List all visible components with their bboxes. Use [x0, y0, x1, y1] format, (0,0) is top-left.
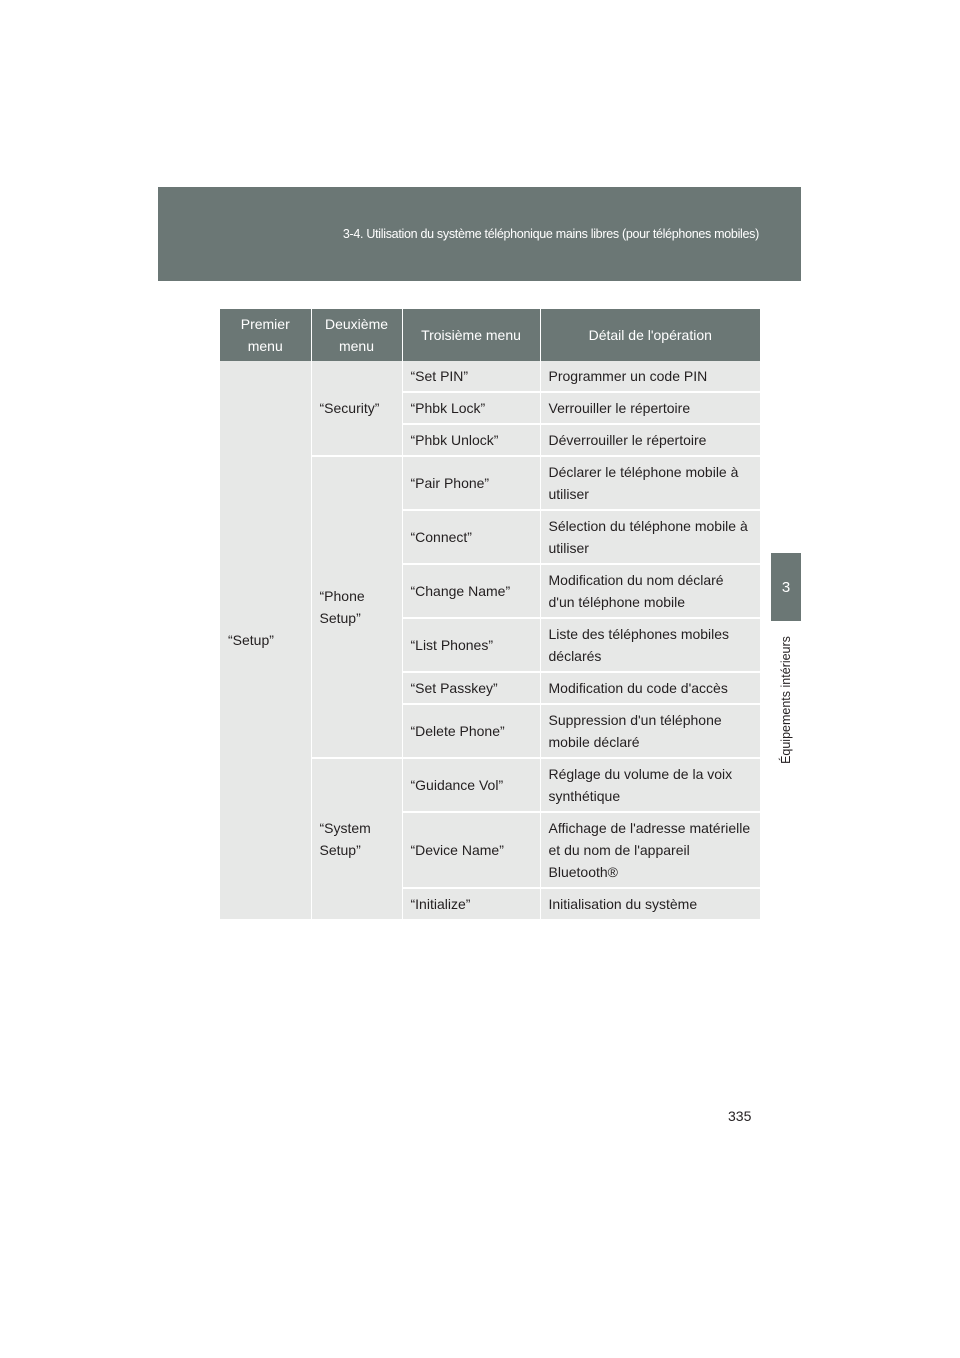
third-menu-cell: “Phbk Unlock”	[402, 424, 540, 456]
second-menu-cell: “Phone Setup”	[311, 456, 402, 758]
operation-detail-cell: Liste des téléphones mobiles déclarés	[540, 618, 760, 672]
operation-detail-cell: Modification du code d'accès	[540, 672, 760, 704]
operation-detail-cell: Verrouiller le répertoire	[540, 392, 760, 424]
first-menu-cell: “Setup”	[220, 361, 311, 920]
menu-table	[220, 309, 760, 921]
third-menu-cell: “Set PIN”	[402, 361, 540, 392]
third-menu-cell: “Guidance Vol”	[402, 758, 540, 812]
third-menu-cell: “Set Passkey”	[402, 672, 540, 704]
third-menu-cell: “Delete Phone”	[402, 704, 540, 758]
page-number: 335	[728, 1108, 752, 1124]
chapter-tab: 3	[771, 553, 801, 621]
operation-detail-cell: Modification du nom déclaré d'un téléphone mobile	[540, 564, 760, 618]
third-menu-cell: “Change Name”	[402, 564, 540, 618]
third-menu-cell: “Initialize”	[402, 888, 540, 920]
third-menu-cell: “List Phones”	[402, 618, 540, 672]
operation-detail-cell: Déclarer le téléphone mobile à utiliser	[540, 456, 760, 510]
section-title: 3-4. Utilisation du système téléphonique mains libres (pour téléphones mobiles)	[342, 227, 759, 241]
second-menu-cell: “Security”	[311, 361, 402, 456]
operation-detail-cell: Initialisation du système	[540, 888, 760, 920]
operation-detail-cell: Affichage de l'adresse matérielle et du nom de l'appareil Bluetooth®	[540, 812, 760, 888]
operation-detail-cell: Sélection du téléphone mobile à utiliser	[540, 510, 760, 564]
table-header-row	[220, 309, 760, 361]
third-menu-cell: “Pair Phone”	[402, 456, 540, 510]
chapter-label: Équipements intérieurs	[779, 636, 793, 764]
table-row	[220, 361, 760, 392]
header-third-menu: Troisième menu	[402, 309, 540, 361]
third-menu-cell: “Device Name”	[402, 812, 540, 888]
operation-detail-cell: Déverrouiller le répertoire	[540, 424, 760, 456]
header-second-menu: Deuxième menu	[311, 309, 402, 361]
header-operation-detail: Détail de l'opération	[540, 309, 760, 361]
third-menu-cell: “Phbk Lock”	[402, 392, 540, 424]
operation-detail-cell: Programmer un code PIN	[540, 361, 760, 392]
operation-detail-cell: Suppression d'un téléphone mobile déclaré	[540, 704, 760, 758]
header-first-menu: Premier menu	[220, 309, 311, 361]
third-menu-cell: “Connect”	[402, 510, 540, 564]
section-header-band	[158, 187, 801, 281]
operation-detail-cell: Réglage du volume de la voix synthétique	[540, 758, 760, 812]
second-menu-cell: “System Setup”	[311, 758, 402, 920]
